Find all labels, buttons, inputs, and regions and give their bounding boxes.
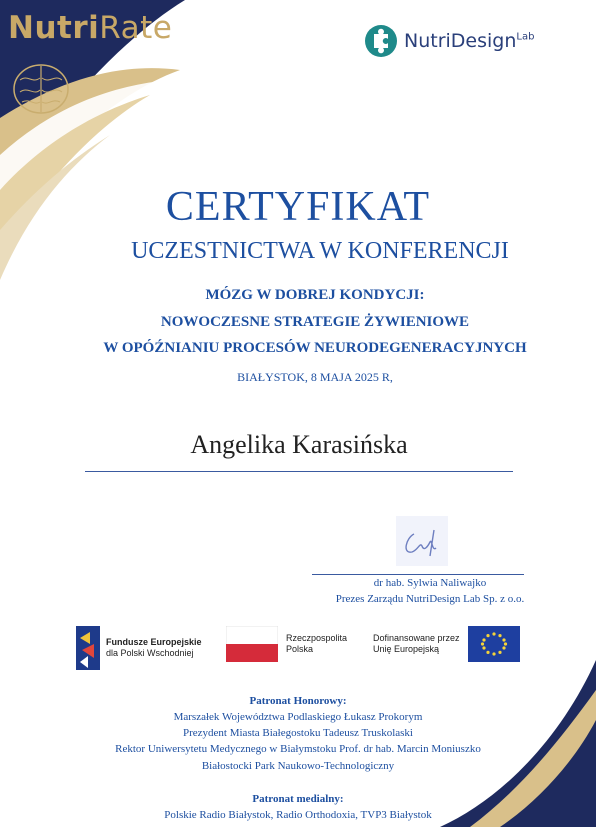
certificate-subtitle: UCZESTNICTWA W KONFERENCJI	[131, 238, 509, 264]
fe-line-2: dla Polski Wschodniej	[106, 648, 194, 658]
nutridesign-sup: Lab	[516, 31, 535, 43]
nutridesign-name	[404, 30, 534, 52]
patronat-honorowy-line: Prezydent Miasta Białegostoku Tadeusz Truskolaski	[182, 727, 413, 739]
eu-line-2: Unię Europejską	[373, 644, 440, 654]
rzeczpospolita-logo	[226, 626, 347, 662]
signer-role: Prezes Zarządu NutriDesign Lab Sp. z o.o.	[335, 593, 525, 605]
fe-flag-icon	[76, 626, 100, 670]
logo-part1: Nutri	[8, 10, 100, 46]
brain-icon	[10, 60, 72, 118]
patronat-honorowy-line: Białostocki Park Naukowo-Technologiczny	[201, 760, 395, 772]
patronat-honorowy-line: Rektor Uniwersytetu Medycznego w Białymstoku Prof. dr hab. Marcin Moniuszko	[115, 743, 481, 755]
name-underline	[85, 471, 513, 472]
topic-line-2: NOWOCZESNE STRATEGIE ŻYWIENIOWE	[160, 314, 470, 330]
puzzle-icon	[364, 24, 398, 58]
nutrirate-logo	[8, 10, 172, 46]
nutridesign-logo	[364, 24, 534, 58]
rp-line-2: Polska	[286, 644, 314, 654]
participant-name: Angelika Karasińska	[190, 430, 408, 459]
signer-name: dr hab. Sylwia Naliwajko	[373, 577, 487, 589]
fe-line-1: Fundusze Europejskie	[106, 637, 202, 647]
topic-line-1: MÓZG W DOBREJ KONDYCJI:	[205, 287, 425, 303]
rp-text	[286, 633, 347, 655]
eu-line-1: Dofinansowane przez	[373, 633, 460, 643]
eu-logo	[373, 626, 520, 662]
poland-flag-icon	[226, 626, 278, 662]
eu-flag-icon	[468, 626, 520, 662]
patronat-medialny-heading: Patronat medialny:	[252, 793, 344, 805]
logo-part2: Rate	[99, 10, 173, 46]
rp-line-1: Rzeczpospolita	[286, 633, 348, 643]
eu-text	[373, 633, 460, 655]
signature-image	[396, 516, 448, 566]
patronat-honorowy-line: Marszałek Województwa Podlaskiego Łukasz Prokorym	[173, 711, 423, 723]
place-date: BIAŁYSTOK, 8 MAJA 2025 R,	[237, 370, 393, 384]
fe-text	[106, 637, 202, 659]
topic-line-3: W OPÓŹNIANIU PROCESÓW NEURODEGENERACYJNYCH	[103, 340, 527, 356]
nutridesign-name-text: NutriDesign	[404, 30, 517, 52]
fundusze-europejskie-logo	[76, 626, 202, 670]
patronat-honorowy-heading: Patronat Honorowy:	[249, 695, 347, 707]
patronat-medialny-line: Polskie Radio Białystok, Radio Orthodoxia, TVP3 Białystok	[164, 809, 432, 821]
signature-line	[312, 574, 524, 575]
certificate-title: CERTYFIKAT	[165, 184, 431, 230]
